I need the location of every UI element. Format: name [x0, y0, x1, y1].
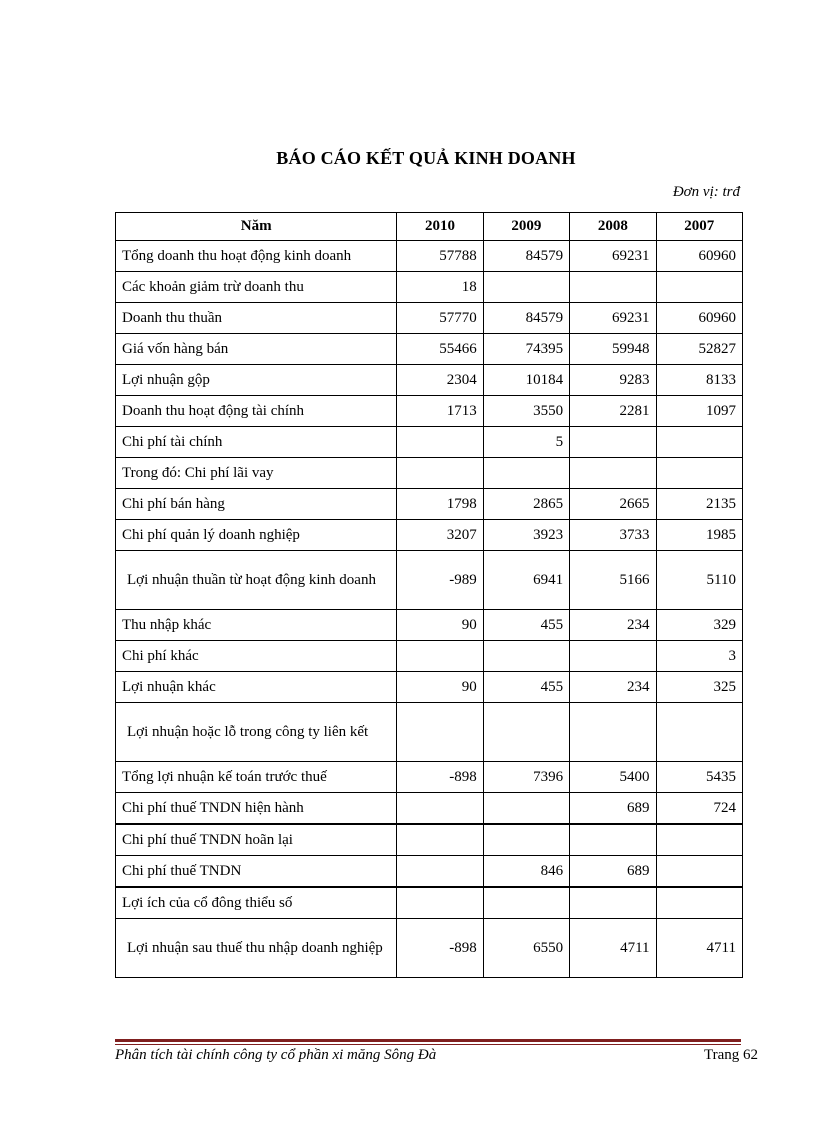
row-label: Chi phí quản lý doanh nghiệp — [116, 520, 397, 551]
row-label: Chi phí bán hàng — [116, 489, 397, 520]
cell-value: 4711 — [656, 919, 742, 978]
cell-value — [397, 887, 483, 919]
cell-value: 7396 — [483, 762, 569, 793]
table-row — [116, 551, 743, 610]
cell-value — [656, 856, 742, 888]
table-row — [116, 365, 743, 396]
cell-value: 325 — [656, 672, 742, 703]
cell-value: -989 — [397, 551, 483, 610]
table-row — [116, 672, 743, 703]
cell-value: 18 — [397, 272, 483, 303]
cell-value: 2865 — [483, 489, 569, 520]
cell-value — [397, 703, 483, 762]
table-row — [116, 334, 743, 365]
row-label: Tổng lợi nhuận kế toán trước thuế — [116, 762, 397, 793]
cell-value: 234 — [570, 610, 656, 641]
cell-value: 5400 — [570, 762, 656, 793]
cell-value: 60960 — [656, 303, 742, 334]
cell-value: 724 — [656, 793, 742, 825]
cell-value — [397, 824, 483, 856]
cell-value: 5110 — [656, 551, 742, 610]
table-row — [116, 641, 743, 672]
cell-value: 59948 — [570, 334, 656, 365]
cell-value: 57788 — [397, 241, 483, 272]
cell-value: -898 — [397, 919, 483, 978]
cell-value: 455 — [483, 672, 569, 703]
cell-value: 2135 — [656, 489, 742, 520]
income-statement-table — [115, 212, 743, 978]
cell-value — [483, 887, 569, 919]
header-2007: 2007 — [656, 213, 742, 241]
cell-value: 3 — [656, 641, 742, 672]
row-label: Lợi nhuận sau thuế thu nhập doanh nghiệp — [116, 919, 397, 978]
cell-value: 10184 — [483, 365, 569, 396]
table-row — [116, 824, 743, 856]
cell-value — [397, 427, 483, 458]
cell-value: 55466 — [397, 334, 483, 365]
cell-value — [570, 824, 656, 856]
cell-value: 8133 — [656, 365, 742, 396]
cell-value: 69231 — [570, 303, 656, 334]
cell-value — [656, 824, 742, 856]
cell-value: 3923 — [483, 520, 569, 551]
cell-value: 84579 — [483, 241, 569, 272]
cell-value: 3550 — [483, 396, 569, 427]
cell-value — [483, 824, 569, 856]
cell-value: 90 — [397, 610, 483, 641]
table-row — [116, 458, 743, 489]
cell-value — [397, 641, 483, 672]
row-label: Tổng doanh thu hoạt động kinh doanh — [116, 241, 397, 272]
cell-value: 1097 — [656, 396, 742, 427]
header-2008: 2008 — [570, 213, 656, 241]
cell-value: 234 — [570, 672, 656, 703]
table-row — [116, 610, 743, 641]
cell-value — [483, 641, 569, 672]
cell-value: 90 — [397, 672, 483, 703]
footer-divider — [115, 1039, 741, 1045]
cell-value: 1985 — [656, 520, 742, 551]
table-row — [116, 272, 743, 303]
cell-value: 3733 — [570, 520, 656, 551]
cell-value — [570, 887, 656, 919]
row-label: Lợi nhuận gộp — [116, 365, 397, 396]
table-row — [116, 241, 743, 272]
table-row — [116, 396, 743, 427]
cell-value: 3207 — [397, 520, 483, 551]
row-label: Lợi nhuận hoặc lỗ trong công ty liên kết — [116, 703, 397, 762]
table-row — [116, 793, 743, 825]
cell-value: 9283 — [570, 365, 656, 396]
row-label: Doanh thu thuần — [116, 303, 397, 334]
table-row — [116, 856, 743, 888]
cell-value: 6550 — [483, 919, 569, 978]
cell-value: 1713 — [397, 396, 483, 427]
cell-value — [656, 272, 742, 303]
cell-value: 5435 — [656, 762, 742, 793]
table-row — [116, 919, 743, 978]
cell-value — [570, 427, 656, 458]
cell-value — [656, 703, 742, 762]
cell-value — [570, 458, 656, 489]
cell-value — [397, 856, 483, 888]
header-2010: 2010 — [397, 213, 483, 241]
table-row — [116, 489, 743, 520]
cell-value: 5 — [483, 427, 569, 458]
cell-value: 6941 — [483, 551, 569, 610]
cell-value: 1798 — [397, 489, 483, 520]
cell-value — [570, 272, 656, 303]
footer-document-title: Phân tích tài chính công ty cổ phần xi măng Sông Đà — [115, 1047, 437, 1063]
table-row — [116, 303, 743, 334]
row-label: Thu nhập khác — [116, 610, 397, 641]
page-number: Trang 62 — [703, 1047, 758, 1063]
row-label: Trong đó: Chi phí lãi vay — [116, 458, 397, 489]
cell-value: 689 — [570, 856, 656, 888]
unit-label: Đơn vị: trđ — [672, 184, 740, 200]
header-2009: 2009 — [483, 213, 569, 241]
header-year-label: Năm — [116, 213, 397, 241]
cell-value — [570, 703, 656, 762]
cell-value: 74395 — [483, 334, 569, 365]
cell-value — [656, 887, 742, 919]
cell-value: -898 — [397, 762, 483, 793]
cell-value: 689 — [570, 793, 656, 825]
row-label: Chi phí tài chính — [116, 427, 397, 458]
row-label: Chi phí thuế TNDN — [116, 856, 397, 888]
row-label: Chi phí thuế TNDN hoãn lại — [116, 824, 397, 856]
cell-value: 57770 — [397, 303, 483, 334]
report-title: BÁO CÁO KẾT QUẢ KINH DOANH — [276, 148, 576, 168]
cell-value: 846 — [483, 856, 569, 888]
table-header-row — [116, 213, 743, 241]
row-label: Lợi nhuận thuần từ hoạt động kinh doanh — [116, 551, 397, 610]
cell-value: 52827 — [656, 334, 742, 365]
table-row — [116, 703, 743, 762]
cell-value — [483, 703, 569, 762]
row-label: Chi phí khác — [116, 641, 397, 672]
cell-value: 2665 — [570, 489, 656, 520]
cell-value: 2304 — [397, 365, 483, 396]
cell-value: 84579 — [483, 303, 569, 334]
cell-value — [483, 793, 569, 825]
cell-value — [570, 641, 656, 672]
row-label: Giá vốn hàng bán — [116, 334, 397, 365]
row-label: Lợi nhuận khác — [116, 672, 397, 703]
cell-value: 455 — [483, 610, 569, 641]
cell-value: 4711 — [570, 919, 656, 978]
row-label: Lợi ích của cổ đông thiểu số — [116, 887, 397, 919]
cell-value — [397, 458, 483, 489]
row-label: Các khoản giảm trừ doanh thu — [116, 272, 397, 303]
cell-value — [483, 458, 569, 489]
table-row — [116, 762, 743, 793]
cell-value — [656, 427, 742, 458]
cell-value: 2281 — [570, 396, 656, 427]
row-label: Doanh thu hoạt động tài chính — [116, 396, 397, 427]
cell-value — [656, 458, 742, 489]
table-row — [116, 887, 743, 919]
table-row — [116, 427, 743, 458]
cell-value: 5166 — [570, 551, 656, 610]
row-label: Chi phí thuế TNDN hiện hành — [116, 793, 397, 825]
cell-value — [397, 793, 483, 825]
cell-value: 60960 — [656, 241, 742, 272]
table-row — [116, 520, 743, 551]
cell-value — [483, 272, 569, 303]
cell-value: 69231 — [570, 241, 656, 272]
cell-value: 329 — [656, 610, 742, 641]
